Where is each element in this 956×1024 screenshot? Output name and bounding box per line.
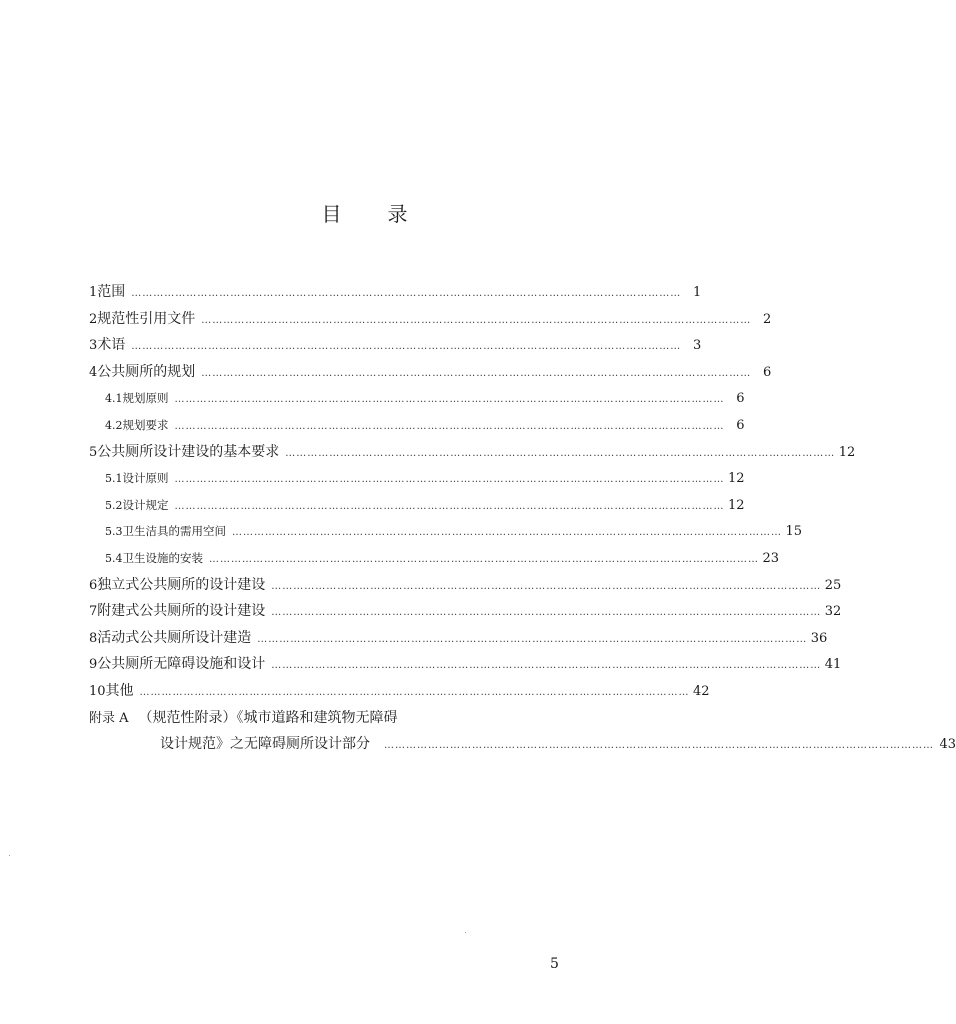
toc-entry-page: 12	[727, 497, 745, 513]
dot-leader: ……………………………………………………………………………………………………………………………………	[271, 660, 822, 672]
toc-entry[interactable]	[89, 572, 842, 599]
dot-leader: ……………………………………………………………………………………………………………………………………	[174, 500, 725, 512]
toc-entry-page: 6	[736, 417, 745, 433]
toc-entry-number: 9	[89, 657, 98, 673]
dot-leader: ……………………………………………………………………………………………………………………………………	[174, 420, 725, 432]
toc-subentry[interactable]	[89, 518, 802, 545]
toc-entry[interactable]	[89, 598, 842, 625]
toc-entry-number: 1	[89, 285, 98, 300]
toc-entry-label: 活动式公共厕所设计建造	[97, 629, 252, 646]
toc-entry-number: 5.1	[105, 472, 123, 486]
appendix-title-line-1: （规范性附录）《城市道路和建筑物无障碍	[138, 709, 398, 726]
toc-entry-label: 公共厕所的规划	[97, 363, 196, 380]
toc-entry-page: 25	[824, 577, 842, 593]
toc-entry-label: 设计规定	[122, 497, 169, 512]
toc-entry-label: 规划要求	[122, 417, 169, 432]
title-char-1: 目	[321, 202, 342, 226]
title-char-2: 录	[387, 202, 408, 226]
toc-entry[interactable]	[89, 359, 772, 386]
dot-leader: ……………………………………………………………………………………………………………………………………	[131, 288, 682, 299]
scan-speck	[9, 855, 10, 856]
toc-entry-page: 23	[762, 550, 779, 566]
toc-entry-number: 4	[89, 364, 98, 380]
dot-leader: ……………………………………………………………………………………………………………………………………	[285, 447, 836, 459]
dot-leader: ……………………………………………………………………………………………………………………………………	[257, 633, 808, 645]
toc-entry-page: 15	[785, 524, 802, 540]
toc-entry-label: 公共厕所无障碍设施和设计	[97, 656, 266, 673]
toc-entry-label: 公共厕所设计建设的基本要求	[97, 443, 280, 460]
toc-entry-number: 3	[89, 338, 98, 354]
dot-leader: ……………………………………………………………………………………………………………………………………	[131, 341, 682, 353]
toc-entry-number: 5.3	[105, 525, 123, 539]
toc-entry[interactable]	[89, 625, 828, 652]
toc-entry-label: 卫生设施的安装	[122, 550, 203, 565]
dot-leader: ……………………………………………………………………………………………………………………………………	[271, 580, 822, 592]
toc-entry-number: 5.4	[105, 551, 123, 565]
dot-leader: ……………………………………………………………………………………………………………………………………	[174, 394, 725, 406]
toc-entry-number: 7	[89, 604, 98, 620]
toc-entry[interactable]	[89, 306, 772, 333]
toc-entry-number: 5.2	[105, 498, 123, 512]
toc-entry-page: 1	[693, 285, 702, 300]
toc-entry-label: 规范性引用文件	[97, 310, 196, 327]
toc-entry-page: 12	[838, 444, 856, 460]
toc-entry-number: 10	[89, 683, 106, 699]
dot-leader: ……………………………………………………………………………………………………………………………………	[209, 553, 759, 565]
scan-speck	[465, 932, 466, 933]
toc-entry-page: 3	[693, 338, 702, 354]
toc-entry-page: 6	[763, 364, 772, 380]
toc-entry-number: 6	[89, 577, 98, 593]
toc-entry-number: 4.2	[105, 418, 123, 432]
toc-subentry[interactable]	[89, 385, 745, 412]
toc-appendix-entry-continued[interactable]	[89, 731, 956, 758]
dot-leader: ……………………………………………………………………………………………………………………………………	[384, 740, 934, 752]
dot-leader: ……………………………………………………………………………………………………………………………………	[201, 367, 752, 379]
toc-entry-page: 42	[693, 683, 710, 699]
dot-leader: ……………………………………………………………………………………………………………………………………	[174, 474, 725, 486]
dot-leader: ……………………………………………………………………………………………………………………………………	[232, 527, 782, 539]
toc-entry-label: 卫生洁具的需用空间	[122, 524, 226, 539]
toc-entry[interactable]	[89, 332, 702, 359]
toc-subentry[interactable]	[89, 412, 745, 439]
toc-entry[interactable]	[89, 678, 710, 705]
toc-entry-page: 12	[727, 471, 745, 487]
appendix-title-line-2: 设计规范》之无障碍厕所设计部分	[160, 736, 370, 753]
dot-leader: ……………………………………………………………………………………………………………………………………	[139, 686, 690, 698]
toc-subentry[interactable]	[89, 492, 745, 519]
toc-entry-page: 32	[824, 604, 842, 620]
toc-entry-label: 范围	[97, 284, 126, 300]
dot-leader: ……………………………………………………………………………………………………………………………………	[271, 607, 822, 619]
toc-entry-number: 4.1	[105, 392, 123, 406]
toc-entry-page: 6	[736, 391, 745, 407]
toc-entry[interactable]	[89, 279, 702, 306]
dot-leader: ……………………………………………………………………………………………………………………………………	[201, 314, 752, 326]
toc-entry-label: 附建式公共厕所的设计建设	[97, 603, 266, 620]
toc-entry-label: 设计原则	[122, 471, 169, 486]
table-of-contents	[89, 279, 956, 758]
toc-subentry[interactable]	[89, 545, 779, 572]
page-number: 5	[550, 956, 559, 972]
toc-entry-number: 5	[89, 444, 98, 460]
toc-entry-page: 36	[810, 630, 828, 646]
toc-entry[interactable]	[89, 439, 856, 466]
toc-entry-label: 规划原则	[122, 391, 169, 406]
toc-entry-page: 41	[824, 657, 842, 673]
toc-entry-number: 8	[89, 630, 98, 646]
toc-entry-number: 2	[89, 311, 98, 327]
toc-subentry[interactable]	[89, 465, 745, 492]
toc-appendix-entry[interactable]	[89, 705, 585, 732]
toc-entry-label: 术语	[97, 337, 126, 354]
toc-entry[interactable]	[89, 651, 842, 678]
appendix-page: 43	[939, 737, 956, 753]
page-title	[0, 198, 729, 227]
toc-entry-label: 独立式公共厕所的设计建设	[97, 576, 266, 593]
toc-entry-page: 2	[763, 311, 772, 327]
toc-entry-label: 其他	[105, 682, 134, 699]
appendix-number: 附录 A	[89, 710, 129, 726]
